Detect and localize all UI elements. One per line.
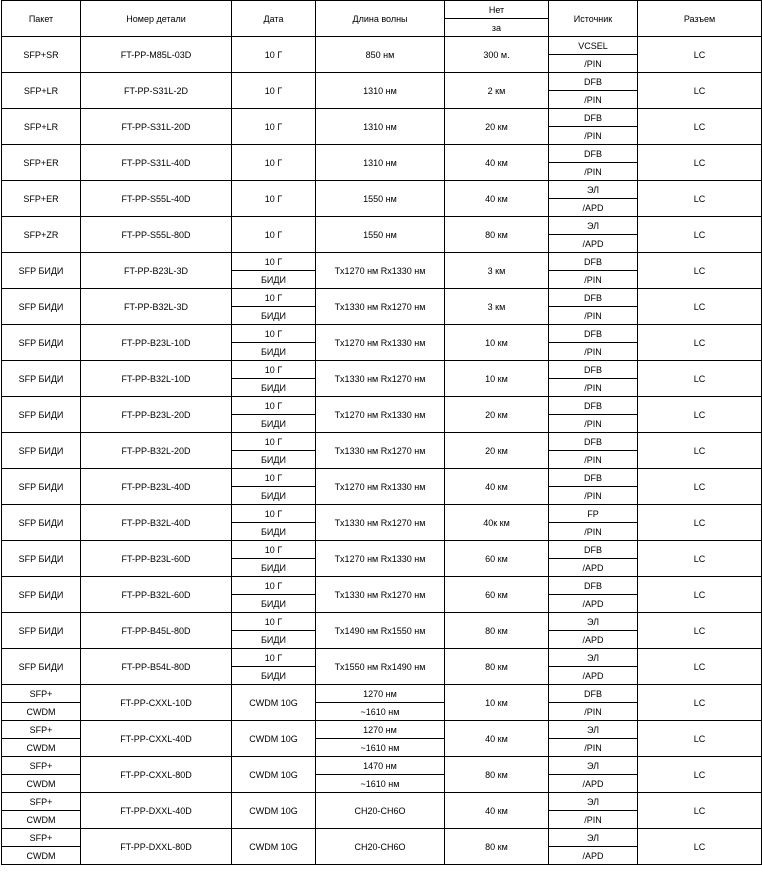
reach-cell: 40 км: [445, 181, 549, 217]
connector-cell: LC: [638, 685, 762, 721]
part-number-cell: FT-PP-B23L-10D: [81, 325, 232, 361]
rate-cell-line-2: БИДИ: [232, 523, 316, 541]
part-number-cell: FT-PP-DXXL-80D: [81, 829, 232, 865]
rate-cell-line-2: БИДИ: [232, 379, 316, 397]
source-cell-line-2: /PIN: [549, 811, 638, 829]
table-row: [2, 217, 762, 235]
source-cell-line-1: ЭЛ: [549, 649, 638, 667]
reach-cell: 20 км: [445, 109, 549, 145]
reach-cell: 3 км: [445, 253, 549, 289]
part-number-cell: FT-PP-S31L-2D: [81, 73, 232, 109]
source-cell-line-2: /PIN: [549, 379, 638, 397]
package-cell-line-1: SFP+: [2, 757, 81, 775]
rate-cell-line-2: БИДИ: [232, 451, 316, 469]
rate-cell-line-1: 10 Г: [232, 361, 316, 379]
rate-cell-line-1: 10 Г: [232, 325, 316, 343]
connector-cell: LC: [638, 181, 762, 217]
package-cell: SFP БИДИ: [2, 397, 81, 433]
source-cell-line-1: FP: [549, 505, 638, 523]
table-row: [2, 613, 762, 631]
connector-cell: LC: [638, 109, 762, 145]
header-part-number: Номер детали: [81, 1, 232, 37]
source-cell-line-1: VCSEL: [549, 37, 638, 55]
rate-cell-line-2: БИДИ: [232, 343, 316, 361]
wavelength-cell: Tx1490 нм Rx1550 нм: [316, 613, 445, 649]
header-rate: Дата: [232, 1, 316, 37]
source-cell-line-2: /PIN: [549, 343, 638, 361]
connector-cell: LC: [638, 829, 762, 865]
rate-cell: CWDM 10G: [232, 757, 316, 793]
source-cell-line-1: ЭЛ: [549, 721, 638, 739]
part-number-cell: FT-PP-B23L-20D: [81, 397, 232, 433]
source-cell-line-1: DFB: [549, 289, 638, 307]
part-number-cell: FT-PP-B23L-40D: [81, 469, 232, 505]
package-cell-line-1: SFP+: [2, 685, 81, 703]
wavelength-cell-line-1: 1470 нм: [316, 757, 445, 775]
rate-cell: 10 Г: [232, 145, 316, 181]
package-cell: SFP+LR: [2, 73, 81, 109]
wavelength-cell: Tx1270 нм Rx1330 нм: [316, 469, 445, 505]
rate-cell-line-1: 10 Г: [232, 577, 316, 595]
header-reach-bottom: за: [445, 19, 549, 37]
source-cell-line-1: DFB: [549, 577, 638, 595]
source-cell-line-1: DFB: [549, 325, 638, 343]
table-row: [2, 829, 762, 847]
wavelength-cell: Tx1330 нм Rx1270 нм: [316, 577, 445, 613]
table-row: [2, 433, 762, 451]
table-header: [2, 1, 762, 37]
table-row: [2, 685, 762, 703]
reach-cell: 40 км: [445, 145, 549, 181]
source-cell-line-2: /APD: [549, 667, 638, 685]
source-cell-line-2: /PIN: [549, 55, 638, 73]
part-number-cell: FT-PP-B32L-60D: [81, 577, 232, 613]
wavelength-cell: Tx1270 нм Rx1330 нм: [316, 325, 445, 361]
source-cell-line-2: /PIN: [549, 307, 638, 325]
connector-cell: LC: [638, 577, 762, 613]
header-wavelength: Длина волны: [316, 1, 445, 37]
table-row: [2, 37, 762, 55]
wavelength-cell: 1310 нм: [316, 73, 445, 109]
wavelength-cell: Tx1270 нм Rx1330 нм: [316, 541, 445, 577]
table-row: [2, 757, 762, 775]
reach-cell: 10 км: [445, 685, 549, 721]
rate-cell-line-1: 10 Г: [232, 649, 316, 667]
wavelength-cell: Tx1270 нм Rx1330 нм: [316, 253, 445, 289]
rate-cell-line-2: БИДИ: [232, 595, 316, 613]
reach-cell: 3 км: [445, 289, 549, 325]
source-cell-line-2: /PIN: [549, 703, 638, 721]
package-cell: SFP+LR: [2, 109, 81, 145]
connector-cell: LC: [638, 469, 762, 505]
source-cell-line-2: /APD: [549, 559, 638, 577]
rate-cell: CWDM 10G: [232, 721, 316, 757]
connector-cell: LC: [638, 433, 762, 469]
reach-cell: 2 км: [445, 73, 549, 109]
source-cell-line-1: DFB: [549, 541, 638, 559]
source-cell-line-1: DFB: [549, 433, 638, 451]
connector-cell: LC: [638, 37, 762, 73]
rate-cell-line-1: 10 Г: [232, 289, 316, 307]
package-cell: SFP БИДИ: [2, 253, 81, 289]
rate-cell: 10 Г: [232, 37, 316, 73]
source-cell-line-1: DFB: [549, 361, 638, 379]
rate-cell: CWDM 10G: [232, 829, 316, 865]
table-row: [2, 505, 762, 523]
connector-cell: LC: [638, 793, 762, 829]
source-cell-line-2: /PIN: [549, 415, 638, 433]
wavelength-cell: Tx1330 нм Rx1270 нм: [316, 361, 445, 397]
table-row: [2, 109, 762, 127]
rate-cell-line-1: 10 Г: [232, 253, 316, 271]
part-number-cell: FT-PP-CXXL-10D: [81, 685, 232, 721]
package-cell: SFP БИДИ: [2, 505, 81, 541]
connector-cell: LC: [638, 721, 762, 757]
wavelength-cell: 1310 нм: [316, 109, 445, 145]
reach-cell: 10 км: [445, 325, 549, 361]
rate-cell-line-1: 10 Г: [232, 397, 316, 415]
package-cell: SFP БИДИ: [2, 577, 81, 613]
source-cell-line-2: /PIN: [549, 739, 638, 757]
wavelength-cell: Tx1330 нм Rx1270 нм: [316, 505, 445, 541]
rate-cell: 10 Г: [232, 109, 316, 145]
table-row: [2, 793, 762, 811]
reach-cell: 80 км: [445, 217, 549, 253]
package-cell: SFP БИДИ: [2, 469, 81, 505]
rate-cell: CWDM 10G: [232, 685, 316, 721]
part-number-cell: FT-PP-B32L-3D: [81, 289, 232, 325]
wavelength-cell: 850 нм: [316, 37, 445, 73]
rate-cell-line-1: 10 Г: [232, 433, 316, 451]
reach-cell: 40 км: [445, 721, 549, 757]
wavelength-cell-line-2: ~1610 нм: [316, 739, 445, 757]
wavelength-cell: Tx1330 нм Rx1270 нм: [316, 433, 445, 469]
package-cell-line-2: CWDM: [2, 703, 81, 721]
header-package: Пакет: [2, 1, 81, 37]
table-row: [2, 541, 762, 559]
part-number-cell: FT-PP-B32L-40D: [81, 505, 232, 541]
rate-cell-line-2: БИДИ: [232, 667, 316, 685]
connector-cell: LC: [638, 649, 762, 685]
source-cell-line-1: ЭЛ: [549, 181, 638, 199]
reach-cell: 300 м.: [445, 37, 549, 73]
rate-cell-line-1: 10 Г: [232, 469, 316, 487]
table-row: [2, 721, 762, 739]
rate-cell-line-2: БИДИ: [232, 631, 316, 649]
package-cell-line-1: SFP+: [2, 829, 81, 847]
source-cell-line-2: /PIN: [549, 451, 638, 469]
part-number-cell: FT-PP-B23L-3D: [81, 253, 232, 289]
connector-cell: LC: [638, 541, 762, 577]
reach-cell: 40 км: [445, 469, 549, 505]
table-row: [2, 325, 762, 343]
rate-cell-line-2: БИДИ: [232, 415, 316, 433]
part-number-cell: FT-PP-B32L-20D: [81, 433, 232, 469]
rate-cell-line-1: 10 Г: [232, 541, 316, 559]
source-cell-line-1: ЭЛ: [549, 757, 638, 775]
table-row: [2, 397, 762, 415]
source-cell-line-1: DFB: [549, 145, 638, 163]
wavelength-cell-line-1: 1270 нм: [316, 685, 445, 703]
package-cell-line-2: CWDM: [2, 811, 81, 829]
source-cell-line-2: /PIN: [549, 487, 638, 505]
reach-cell: 40 км: [445, 793, 549, 829]
connector-cell: LC: [638, 613, 762, 649]
package-cell: SFP БИДИ: [2, 325, 81, 361]
package-cell: SFP+ZR: [2, 217, 81, 253]
wavelength-cell: CH20-CH6O: [316, 793, 445, 829]
connector-cell: LC: [638, 325, 762, 361]
table-row: [2, 469, 762, 487]
part-number-cell: FT-PP-B23L-60D: [81, 541, 232, 577]
table-row: [2, 181, 762, 199]
wavelength-cell-line-2: ~1610 нм: [316, 703, 445, 721]
source-cell-line-2: /PIN: [549, 127, 638, 145]
package-cell-line-2: CWDM: [2, 739, 81, 757]
reach-cell: 80 км: [445, 829, 549, 865]
source-cell-line-2: /PIN: [549, 163, 638, 181]
reach-cell: 80 км: [445, 757, 549, 793]
table-row: [2, 145, 762, 163]
part-number-cell: FT-PP-S55L-40D: [81, 181, 232, 217]
package-cell-line-2: CWDM: [2, 775, 81, 793]
reach-cell: 80 км: [445, 613, 549, 649]
source-cell-line-1: ЭЛ: [549, 793, 638, 811]
part-number-cell: FT-PP-CXXL-40D: [81, 721, 232, 757]
table-row: [2, 73, 762, 91]
source-cell-line-2: /APD: [549, 199, 638, 217]
source-cell-line-2: /APD: [549, 847, 638, 865]
package-cell: SFP БИДИ: [2, 433, 81, 469]
wavelength-cell-line-2: ~1610 нм: [316, 775, 445, 793]
header-connector: Разъем: [638, 1, 762, 37]
wavelength-cell: 1550 нм: [316, 181, 445, 217]
reach-cell: 60 км: [445, 541, 549, 577]
package-cell: SFP+ER: [2, 181, 81, 217]
rate-cell-line-1: 10 Г: [232, 505, 316, 523]
table-row: [2, 289, 762, 307]
wavelength-cell: Tx1270 нм Rx1330 нм: [316, 397, 445, 433]
reach-cell: 20 км: [445, 397, 549, 433]
connector-cell: LC: [638, 73, 762, 109]
source-cell-line-2: /APD: [549, 631, 638, 649]
source-cell-line-1: DFB: [549, 469, 638, 487]
source-cell-line-1: DFB: [549, 109, 638, 127]
part-number-cell: FT-PP-S31L-40D: [81, 145, 232, 181]
part-number-cell: FT-PP-S31L-20D: [81, 109, 232, 145]
package-cell: SFP БИДИ: [2, 289, 81, 325]
header-source: Источник: [549, 1, 638, 37]
connector-cell: LC: [638, 145, 762, 181]
source-cell-line-1: ЭЛ: [549, 613, 638, 631]
rate-cell-line-1: 10 Г: [232, 613, 316, 631]
source-cell-line-2: /APD: [549, 235, 638, 253]
source-cell-line-1: DFB: [549, 397, 638, 415]
wavelength-cell: Tx1330 нм Rx1270 нм: [316, 289, 445, 325]
part-number-cell: FT-PP-CXXL-80D: [81, 757, 232, 793]
connector-cell: LC: [638, 289, 762, 325]
part-number-cell: FT-PP-DXXL-40D: [81, 793, 232, 829]
connector-cell: LC: [638, 505, 762, 541]
package-cell: SFP+ER: [2, 145, 81, 181]
package-cell: SFP БИДИ: [2, 649, 81, 685]
transceiver-spec-table: [1, 0, 762, 865]
wavelength-cell: 1550 нм: [316, 217, 445, 253]
source-cell-line-2: /PIN: [549, 91, 638, 109]
table-row: [2, 361, 762, 379]
reach-cell: 20 км: [445, 433, 549, 469]
part-number-cell: FT-PP-B54L-80D: [81, 649, 232, 685]
wavelength-cell: CH20-CH6O: [316, 829, 445, 865]
connector-cell: LC: [638, 217, 762, 253]
wavelength-cell: 1310 нм: [316, 145, 445, 181]
rate-cell-line-2: БИДИ: [232, 271, 316, 289]
package-cell: SFP БИДИ: [2, 613, 81, 649]
source-cell-line-1: ЭЛ: [549, 217, 638, 235]
table-row: [2, 253, 762, 271]
rate-cell: CWDM 10G: [232, 793, 316, 829]
rate-cell-line-2: БИДИ: [232, 559, 316, 577]
table-row: [2, 577, 762, 595]
rate-cell-line-2: БИДИ: [232, 307, 316, 325]
connector-cell: LC: [638, 397, 762, 433]
package-cell: SFP БИДИ: [2, 361, 81, 397]
connector-cell: LC: [638, 253, 762, 289]
table-body: [2, 37, 762, 865]
rate-cell: 10 Г: [232, 217, 316, 253]
reach-cell: 60 км: [445, 577, 549, 613]
source-cell-line-2: /APD: [549, 595, 638, 613]
source-cell-line-2: /PIN: [549, 271, 638, 289]
part-number-cell: FT-PP-S55L-80D: [81, 217, 232, 253]
reach-cell: 80 км: [445, 649, 549, 685]
part-number-cell: FT-PP-B32L-10D: [81, 361, 232, 397]
rate-cell: 10 Г: [232, 73, 316, 109]
source-cell-line-1: ЭЛ: [549, 829, 638, 847]
table-row: [2, 649, 762, 667]
rate-cell: 10 Г: [232, 181, 316, 217]
source-cell-line-1: DFB: [549, 253, 638, 271]
package-cell: SFP БИДИ: [2, 541, 81, 577]
package-cell: SFP+SR: [2, 37, 81, 73]
wavelength-cell: Tx1550 нм Rx1490 нм: [316, 649, 445, 685]
part-number-cell: FT-PP-B45L-80D: [81, 613, 232, 649]
header-reach-top: Нет: [445, 1, 549, 19]
source-cell-line-2: /APD: [549, 775, 638, 793]
connector-cell: LC: [638, 757, 762, 793]
package-cell-line-1: SFP+: [2, 721, 81, 739]
wavelength-cell-line-1: 1270 нм: [316, 721, 445, 739]
rate-cell-line-2: БИДИ: [232, 487, 316, 505]
source-cell-line-1: DFB: [549, 685, 638, 703]
package-cell-line-2: CWDM: [2, 847, 81, 865]
reach-cell: 10 км: [445, 361, 549, 397]
source-cell-line-1: DFB: [549, 73, 638, 91]
connector-cell: LC: [638, 361, 762, 397]
reach-cell: 40к км: [445, 505, 549, 541]
source-cell-line-2: /PIN: [549, 523, 638, 541]
package-cell-line-1: SFP+: [2, 793, 81, 811]
part-number-cell: FT-PP-M85L-03D: [81, 37, 232, 73]
